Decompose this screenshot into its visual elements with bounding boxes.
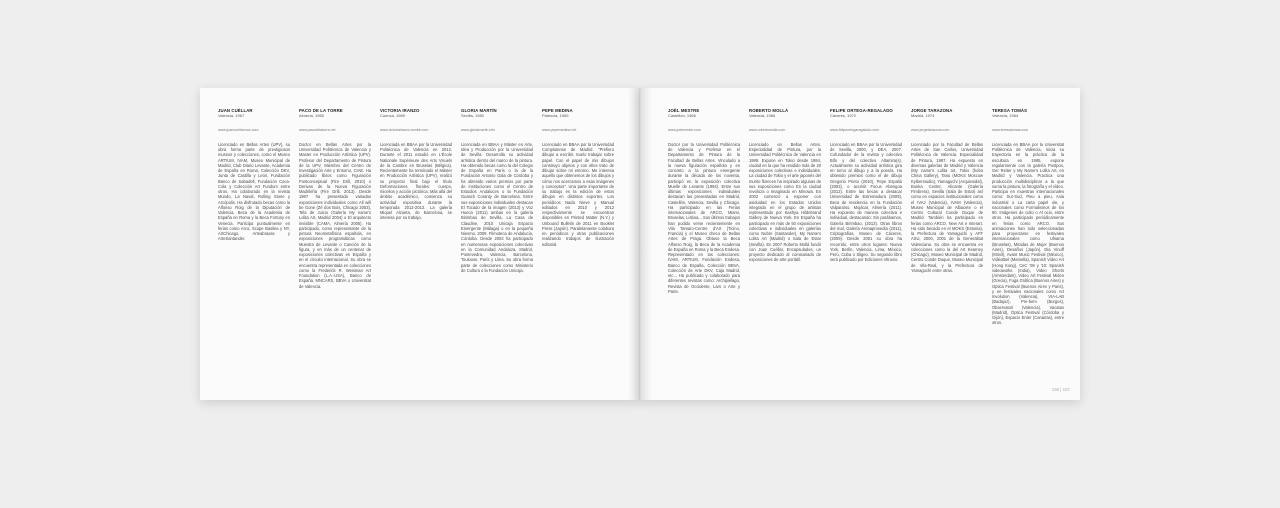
artist-name: JUAN CUÉLLAR bbox=[218, 108, 253, 113]
artist-birthplace: Valencia, 1966 bbox=[749, 113, 776, 119]
artist-column bbox=[299, 108, 371, 289]
artist-bio: Licenciada en BBAA y Máster en Arte, Idea y Producción por la Universidad de Sevilla. Desarrolla su actividad artística dentro del marco de la pintura. Ha obtenido becas como la del Colegio de España en París o la de la Fundación Antonio Gala de Córdoba y ha obtenido varios premios por parte de instituciones como el Centro de Estudios Andaluces o la Fundación Guasch Coranty de Barcelona. Entre sus exposiciones individuales destacan El Tocado de la imagen (2013) y Voz Hueca (2011) ambas en la galería Birimbao de Sevilla, La Casa de Claudine, 2010 Unicaja Espacio Emergente (Málaga) o en la pequeña Niesmo, 2009. Filmoteca de Andalucía, Córdoba. Desde 2002 ha participado en numerosas exposiciones colectivas en la Comunidad Andaluza, Madrid, Pontevedra, Valencia, Barcelona, Toulouse, París y Lima. Su obra forma parte de colecciones como Ministerio de Cultura o la Fundación Unicaja. bbox=[461, 141, 533, 273]
artist-bio: Licenciada en BBAA por la Universitat Politècnica de València, inicia su trayectoria en la práctica de la escultura en 1985, expone regularmente con la galería Postpos, Ger Reiter y My Name's Lolita Art, en Madrid y Valencia. Practica una producción multidisciplinar a la que suma la pintura, la fotografía y el vídeo. Participa en muestras internacionales como: Sur-Sud, Pieu a pieu, Asia industrial o La carta papel ole, y nacionales como Formalismos de los 90. Imágenes de culto o Al ocio, entre otros. Ha participado periódicamente en ferias como ARCO. Sus animaciones han sido seleccionadas para proyectarse en festivales internacionales como Uhiama (Bruselas), Miradas de Mujer (Buenos Aires), Desafíos (Japón), Dia Vinuff (Móvil), Avant Music Festival (México), VidéoBiel (Marsella), Spanish Video Art (Hong Kong), CeC '09 y '10: Spanish videoworks (India), Video Shorts (Amsterdam), Video Art Festival Miden (Grecia), Fuga Gráfica (Buenos Aires) y Optica Festival (Buenos Aires y Paris), y en festivales nacionales como Art Involution (Valencia), VIA-LAB (Badajoz), Pre-bem (Burgos), Observatori (Valencia), Vacatas (Madrid), Óptica Festival (Córdoba y Gijón), Espacio Enter (Canarias), entre otros. bbox=[992, 141, 1064, 326]
left-page bbox=[200, 88, 640, 400]
artist-column bbox=[380, 108, 452, 221]
book-spread bbox=[200, 88, 1080, 400]
artist-birthplace: Cáceres, 1972 bbox=[830, 113, 857, 119]
artist-column bbox=[911, 108, 983, 273]
artist-name: ROBERTO MOLLÁ bbox=[749, 108, 789, 113]
artist-website: www.victoriairanzo.tumblr.com bbox=[380, 127, 429, 132]
artist-column bbox=[668, 108, 740, 294]
artist-name: GLORIA MARTÍN bbox=[461, 108, 497, 113]
artist-bio: Licenciado en BBAA por la Universidad de Sevilla, 2000, y DEA, 2007. Cofundador de la revista y colectivo Bifo y del colectivo Altamira(s). Actualmente su actividad artística gira en torno al dibujo y a la poesía. Ha obtenido premios como el de dibujo Gregorio Prieto (2010), Pepe Espaliú (2003), o accésit Focus Abengoa (2012). Entre las becas a destacar Universidad de Extremadura (2009), Beca de residencia en la Fundación Valparaíso, Mojácar, Almería (2011). Ha expuesto de manera colectiva e individual, destacando: Sin parábamos, Galería Birimbao, (2013). Otras libros del mal, Galería Arenaprovedia (2011), Criptografías, Museo de Cáceres, (2009). Desde 2001 su obra ha recorrido, entre otros lugares: Nueva York, Berlín, Valencia, Lima, México, Perú, Cuba o Sligeo. Su segundo libro será publicado por Ediciones Vitruvio. bbox=[830, 141, 902, 263]
artist-bio: Doctor en Bellas Artes por la Universidad Politécnica de Valencia y Master en Producción Artística (UPV). Profesor del Departamento de Pintura de la UPV, Miembro del Centro de Investigación Arte y Entorno, CIAE. Ha publicado libros como Figuración Postconceptual (Fire Drill, 2010) o Derivas de la Nueva Figuración Madrileña (Fire Drill, 2013). Desde 1987 ha presentado variadas exposiciones individuales como All will be Gone (Zé dos Bois, Chicago 2003), Tela de Juicio (Galería My name's Lolita Art, Madrid 2004) o El arquitecto invisible (CAMA, Almería 2005). Ha participado, como representante de la pintura Neometafísica española, en exposiciones programáticas como Muestra de Levante o Canción de la figura, y en más de un centenar de exposiciones colectivas en España y en el circuito internacional. Su obra se encuentra representada en colecciones como la Frederick R. Weisman Art Foundation (L.A.-USA), Banco de España, MNCARS, BBVA o Universitat de Valencia. bbox=[299, 141, 371, 289]
artist-name: PACO DE LA TORRE bbox=[299, 108, 343, 113]
artist-birthplace: Madrid, 1974 bbox=[911, 113, 935, 119]
artist-birthplace: Valencia, 1964 bbox=[992, 113, 1019, 119]
artist-website: www.gloriamartin.info bbox=[461, 127, 496, 132]
artist-bio: Licenciado en BBAA por la Universidad Complutense de Madrid. "Prefiero dibujar a escribir. Suelo trabajar sobre papel. Con el papel de mis dibujos construyo objetos y con ellos trato de dibujar sobre mi entorno. Me interesa aquello que obtenemos de los dibujos y cómo nos acercamos a esas imágenes y conceptos". Una parte importante de su trabajo es la edición de estos dibujos en distintos soportes. Los periódicos Nada Nieve y Manual editados en 2010 y 2012 respectivamente se encuentran disponibles en Printed Matter (N.Y.) y Unbound Bulletin de 2011 en Booklet Press (Japón). Paralelamente colabora en periódicos y otras publicaciones realizando trabajos de ilustración editorial. bbox=[542, 141, 614, 247]
artist-birthplace: Palencia, 1969 bbox=[542, 113, 569, 119]
artist-website: www.jorgetarazona.com bbox=[911, 127, 950, 132]
artist-bio: Licenciado en Bellas Artes (UPV), su obra forma parte de prestigiosos museos y colecciones, como el Museo ARTIUM, IVAM, Museo Municipal de Madrid, Club Diario Levante, Academia de España en Roma, Colección DKV, Junta de Castilla y León, Fundación Banco de Sabadell, Fundación Coca-Cola y Colección Art Fundum entre otros. Ha colaborado en la revista Mundo, La Naval, Rolling Stone y Arcópolis. Ha disfrutado becas como la Alfonso Roig de la Diputación de Valencia, Beca de la Academia de España en Roma y la Beca Fortuny en Venecia. Participa puntualmente en ferias como Arco, Scope Basilea y NY, ArtChicago, Arteabraxas y ArteSantander. bbox=[218, 141, 290, 242]
artist-bio: Licenciado por la Facultad de Bellas Artes de San Carlos, Universidad Politécnica de Valencia. Especialidad de Pintura, 1997. Ha expuesto en diversas galerías de Madrid y Valencia (My name's Lolita art, Tokio (hobo China Gallery), Tanu (MOKS Moscow Kyiberstudio), Yamaguchi (Arquivoidal), Bunka Center, Alicante (Galería Fimbrera), Sevilla (Sala de Estar) así como en espacios institucionales como el IVAJ (Valencia), IVAM (Valencia), Museo Municipal de Albacete o el Centro Cultural Conde Duque de Madrid. También ha participado en ferias como ARCO, New Art e Interart. Ha sido becado en el MOKS (Estonia), la Prefectura de Yamaguchi y AFF ASU, 2000, 2001 de la Generalitat Valenciana. Su obra se encuentra en colecciones como la del Art Kearney (Chicago), Museo Municipal de Madrid, Centro Conde Duque, Museo Municipal de Vila-Real, y la Prefectura de Yamaguchi entre otras. bbox=[911, 141, 983, 273]
right-page bbox=[640, 88, 1080, 400]
artist-column bbox=[461, 108, 533, 273]
artist-website: www.pacodelatorre.net bbox=[299, 127, 336, 132]
artist-name: FELIPE ORTEGA-REGALADO bbox=[830, 108, 893, 113]
artist-bio: Doctor por la Universidad Politécnica de Valencia y Profesor en el Departamento de Pintura de la Facultad de Bellas Artes. Vinculado a la nueva figuración española y en concreto a la pintura emergente durante la década de los noventa, participó en la exposición colectiva Muelle de Levante (1994). Entre sus últimas exposiciones individuales destacan las presentadas en Madrid, Castellón, Valencia, Sevilla y Chicago. Ha participado en las Ferias internacionales de ARCO, Miami, Bruselas, Lisboa... Sus últimos trabajos han podido verse recientemente en Vila Tamaro-Centre d'Art (Ticino, Francia) y el Museo checo de Bellas Artes de Praga. Obtuvo la Beca Alfonso Roig, la Beca de la Academia de España en Roma y la Beca Endesa. Representado en las colecciones: IVAM, ARTIUM, Fundación Endesa, Banco de España, Colección BBVA, Colección de Arte DKV, Caja Madrid, etc... Ha publicado y colaborado para diferentes revistas como: Archipiélago, Revista de Occidente, Lars o Arte y Parte. bbox=[668, 141, 740, 294]
artist-website: www.robertomolla.com bbox=[749, 127, 786, 132]
artist-name: VICTORIA IRANZO bbox=[380, 108, 420, 113]
artist-column bbox=[749, 108, 821, 263]
artist-birthplace: Cuenca, 1969 bbox=[380, 113, 405, 119]
artist-website: www.juancuellarcruz.com bbox=[218, 127, 259, 132]
artist-name: PEPE MEDINA bbox=[542, 108, 573, 113]
artist-website: www.felipeortegaregalado.com bbox=[830, 127, 880, 132]
page-numbers: 156 | 157 bbox=[1051, 387, 1070, 392]
artist-column bbox=[542, 108, 614, 247]
artist-website: www.joelmestre.com bbox=[668, 127, 701, 132]
artist-website: www.pepemedina.net bbox=[542, 127, 577, 132]
artist-website: www.teresatomas.com bbox=[992, 127, 1029, 132]
artist-name: JORGE TARAZONA bbox=[911, 108, 953, 113]
book-gutter bbox=[628, 88, 652, 400]
artist-birthplace: Sevilla, 1980 bbox=[461, 113, 484, 119]
artist-bio: Licenciado en Bellas Artes. Especialidad de Pintura, por la Universidad Politécnica de Valencia en 1989. Expone en Tokio desde 1994, ciudad en la que ha residido más de 20 exposiciones colectivas e individuales. La ciudad de Tokio y el arte japonés del murito florecen ha inspirado algunas de sus exposiciones como En la ciudad revoloza o Imaginado en Minowa. En 2002 comenzó a exponer con asiduidad en los Estados Unidos integrado en el grupo de artistas representado por Kashya Hildebrand Gallery de Nueva York. En España ha participado en más de 50 exposiciones colectivas e individuales en galerías como Nubre (Santander), My Name's Lolita Art (Madrid) o Sala de Estar (Sevilla). En 2007 Roberto Mollá fundó con Juan Cuéllar, Encapsulados, un proyecto dedicado al comisariado de exposiciones de arte portátil. bbox=[749, 141, 821, 263]
artist-column bbox=[830, 108, 902, 263]
artist-name: JOËL MESTRE bbox=[668, 108, 700, 113]
artist-bio: Licenciada en BBAA por la Universidad Politécnica de Valencia en 2012. Durante el 2011 estudió en L'École Nationale Supérieure des Arts Visuels de la Cambre en Bruselas (Bélgica). Recientemente ha terminado el Máster en Producción Artística (UPV), realizó su proyecto final bajo el título Deformaciones florales: cuerpo, micelios y acción pictórica. Más allá del ámbito académico, comienza su actividad expositiva durante la temporada 2012-2013. La galería Miquel Alzueta, de Barcelona, se interesa por su trabajo. bbox=[380, 141, 452, 221]
artist-column bbox=[218, 108, 290, 242]
artist-name: TERESA TOMÁS bbox=[992, 108, 1028, 113]
artist-birthplace: Valencia, 1967 bbox=[218, 113, 245, 119]
artist-column bbox=[992, 108, 1064, 326]
artist-birthplace: Almería, 1965 bbox=[299, 113, 324, 119]
artist-birthplace: Castellón, 1966 bbox=[668, 113, 696, 119]
